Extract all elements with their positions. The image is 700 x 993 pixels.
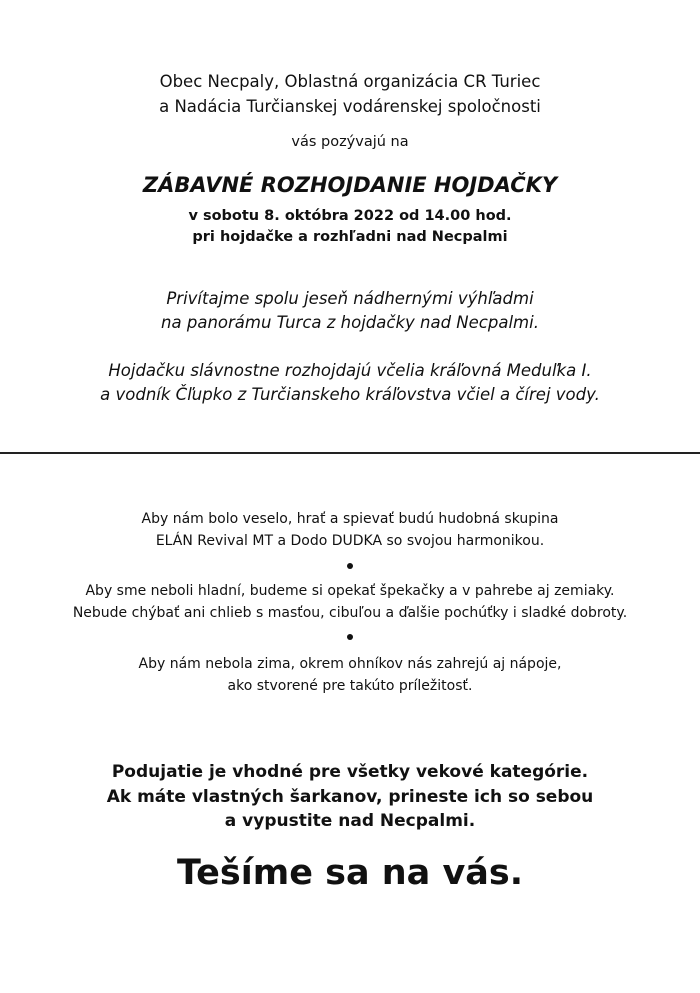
bullet-icon [347,634,353,640]
closing-line-3: a vypustite nad Necpalmi. [224,811,476,831]
final-greeting: Tešíme sa na vás. [176,853,524,893]
program-3-line-1: Aby nám nebola zima, okrem ohníkov nás zahrejú aj nápoje, [138,656,562,672]
organizers-line-2: a Nadácia Turčianskej vodárenskej spoločnosti [159,97,541,116]
divider [0,452,700,454]
event-location: pri hojdačke a rozhľadni nad Necpalmi [192,229,508,245]
closing-line-2: Ak máte vlastných šarkanov, prineste ich so sebou [106,787,594,807]
organizers-line-1: Obec Necpaly, Oblastná organizácia CR Turiec [159,72,541,91]
program-1-line-2: ELÁN Revival MT a Dodo DUDKA so svojou harmonikou. [155,533,545,549]
program-2-line-2: Nebude chýbať ani chlieb s masťou, cibuľou a ďalšie pochúťky i sladké dobroty. [72,605,628,621]
intro-p1-line-2: na panorámu Turca z hojdačky nad Necpalmi. [161,313,539,332]
event-date: v sobotu 8. októbra 2022 od 14.00 hod. [188,208,512,224]
event-title: ZÁBAVNÉ ROZHOJDANIE HOJDAČKY [142,173,558,197]
intro-p1-line-1: Privítajme spolu jeseň nádhernými výhľadmi [166,289,534,308]
bullet-icon [347,563,353,569]
closing-line-1: Podujatie je vhodné pre všetky vekové kategórie. [111,762,589,782]
intro-p2-line-1: Hojdačku slávnostne rozhojdajú včelia kráľovná Meduľka I. [108,361,592,380]
program-3-line-2: ako stvorené pre takúto príležitosť. [227,678,473,694]
invite-text: vás pozývajú na [291,134,409,150]
intro-p2-line-2: a vodník Čľupko z Turčianskeho kráľovstva včiel a čírej vody. [100,385,600,404]
program-2-line-1: Aby sme neboli hladní, budeme si opekať špekačky a v pahrebe aj zemiaky. [85,583,615,599]
program-1-line-1: Aby nám bolo veselo, hrať a spievať budú hudobná skupina [141,511,559,527]
